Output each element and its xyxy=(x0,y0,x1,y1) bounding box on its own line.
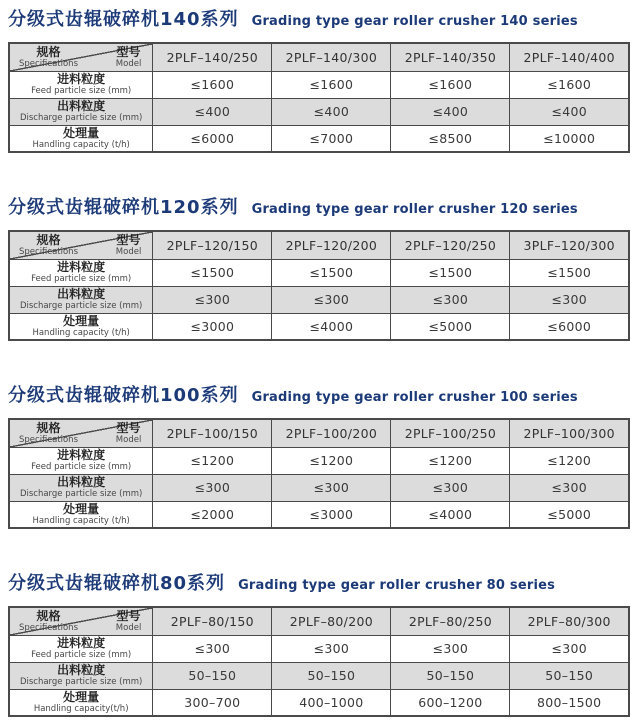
value-cell: ≤1500 xyxy=(391,259,510,286)
table-row-discharge xyxy=(9,474,629,501)
value-cell: 800–1500 xyxy=(510,689,629,716)
value-cell: ≤300 xyxy=(510,635,629,662)
row-label-cell xyxy=(9,501,153,528)
row-label-zh: 处理量 xyxy=(63,313,100,328)
spec-label-en: Specifications xyxy=(19,623,79,633)
table-row-feed xyxy=(9,635,629,662)
model-label-en: Model xyxy=(115,435,142,445)
table-row-handling xyxy=(9,501,629,528)
value-cell: 50–150 xyxy=(510,662,629,689)
value-cell: 50–150 xyxy=(153,662,272,689)
model-label xyxy=(116,46,142,69)
value-cell: ≤300 xyxy=(510,286,629,313)
row-label-zh: 进料粒度 xyxy=(57,72,106,86)
section-title-zh: 分级式齿辊破碎机140系列 xyxy=(8,9,239,30)
value-cell: 400–1000 xyxy=(272,689,391,716)
row-label-cell xyxy=(9,474,153,501)
row-label-zh: 处理量 xyxy=(63,125,100,140)
spec-label-zh: 规格 xyxy=(36,45,61,59)
value-cell: ≤3000 xyxy=(153,313,272,340)
spec-label xyxy=(19,422,78,445)
corner-header-cell xyxy=(9,43,153,71)
model-label-en: Model xyxy=(115,247,142,257)
spec-label xyxy=(19,234,78,257)
section-title-zh: 分级式齿辊破碎机80系列 xyxy=(8,573,226,594)
spec-label xyxy=(19,610,78,633)
series-section-120 xyxy=(8,193,630,341)
corner-header-cell xyxy=(9,231,153,259)
row-label-cell xyxy=(9,447,153,474)
spec-label-zh: 规格 xyxy=(36,609,61,623)
model-label-zh: 型号 xyxy=(116,45,141,59)
value-cell: ≤10000 xyxy=(510,125,629,152)
value-cell: ≤300 xyxy=(391,635,510,662)
spec-label-en: Specifications xyxy=(19,59,79,69)
row-label-en: Discharge particle size (mm) xyxy=(19,489,143,499)
row-label-zh: 进料粒度 xyxy=(57,636,106,650)
value-cell: ≤1200 xyxy=(510,447,629,474)
value-cell: ≤300 xyxy=(153,635,272,662)
value-cell: ≤8500 xyxy=(391,125,510,152)
value-cell: 600–1200 xyxy=(391,689,510,716)
value-cell: ≤1600 xyxy=(510,71,629,98)
value-cell: ≤300 xyxy=(153,286,272,313)
row-label-en: Handling capacity (t/h) xyxy=(32,327,130,338)
value-cell: ≤4000 xyxy=(272,313,391,340)
row-label-en: Handling capacity (t/h) xyxy=(32,139,130,150)
value-cell: ≤2000 xyxy=(153,501,272,528)
model-label-en: Model xyxy=(115,59,142,69)
spec-label xyxy=(19,46,78,69)
value-cell: ≤3000 xyxy=(272,501,391,528)
row-label-zh: 处理量 xyxy=(63,689,100,704)
value-cell: ≤1200 xyxy=(153,447,272,474)
row-label-cell xyxy=(9,313,153,340)
model-label xyxy=(116,610,142,633)
model-header: 2PLF–140/300 xyxy=(272,43,391,71)
row-label-cell xyxy=(9,125,153,152)
value-cell: ≤400 xyxy=(153,98,272,125)
corner-header-cell xyxy=(9,607,153,635)
table-row-handling xyxy=(9,689,629,716)
value-cell: ≤1200 xyxy=(272,447,391,474)
model-header: 2PLF–100/250 xyxy=(391,419,510,447)
table-row-discharge xyxy=(9,662,629,689)
model-label-zh: 型号 xyxy=(116,609,141,623)
table-row-feed xyxy=(9,71,629,98)
model-header: 2PLF–100/200 xyxy=(272,419,391,447)
row-label-en: Feed particle size (mm) xyxy=(31,462,132,472)
model-label xyxy=(116,422,142,445)
section-title-en: Grading type gear roller crusher 120 series xyxy=(251,202,578,217)
section-title xyxy=(8,381,630,407)
value-cell: ≤300 xyxy=(510,474,629,501)
row-label-en: Discharge particle size (mm) xyxy=(19,113,143,123)
model-header: 2PLF–80/200 xyxy=(272,607,391,635)
value-cell: ≤5000 xyxy=(391,313,510,340)
section-title xyxy=(8,5,630,31)
value-cell: ≤300 xyxy=(272,474,391,501)
table-row-handling xyxy=(9,125,629,152)
model-label-en: Model xyxy=(115,623,142,633)
row-label-en: Feed particle size (mm) xyxy=(31,274,132,284)
model-header: 2PLF–100/300 xyxy=(510,419,629,447)
section-title-zh: 分级式齿辊破碎机120系列 xyxy=(8,197,239,218)
table-header-row xyxy=(9,231,629,259)
value-cell: ≤300 xyxy=(391,286,510,313)
value-cell: ≤300 xyxy=(153,474,272,501)
section-title xyxy=(8,193,630,219)
value-cell: ≤1600 xyxy=(391,71,510,98)
spec-table-140 xyxy=(8,42,630,153)
section-title-en: Grading type gear roller crusher 80 series xyxy=(238,578,556,593)
spec-label-en: Specifications xyxy=(19,247,79,257)
value-cell: ≤1500 xyxy=(272,259,391,286)
series-section-100 xyxy=(8,381,630,529)
row-label-en: Handling capacity (t/h) xyxy=(32,515,130,526)
row-label-cell xyxy=(9,286,153,313)
model-header: 2PLF–140/250 xyxy=(153,43,272,71)
model-header: 2PLF–80/300 xyxy=(510,607,629,635)
spec-table-100 xyxy=(8,418,630,529)
spec-label-zh: 规格 xyxy=(36,421,61,435)
value-cell: ≤400 xyxy=(272,98,391,125)
row-label-en: Handling capacity(t/h) xyxy=(33,703,129,714)
model-header: 2PLF–140/400 xyxy=(510,43,629,71)
spec-label-en: Specifications xyxy=(19,435,79,445)
value-cell: ≤5000 xyxy=(510,501,629,528)
table-row-discharge xyxy=(9,98,629,125)
section-title-zh: 分级式齿辊破碎机100系列 xyxy=(8,385,239,406)
value-cell: ≤300 xyxy=(272,286,391,313)
value-cell: 50–150 xyxy=(391,662,510,689)
row-label-zh: 进料粒度 xyxy=(57,448,106,462)
section-title-en: Grading type gear roller crusher 140 series xyxy=(251,14,578,29)
row-label-zh: 出料粒度 xyxy=(57,287,106,301)
row-label-cell xyxy=(9,259,153,286)
value-cell: ≤4000 xyxy=(391,501,510,528)
value-cell: 50–150 xyxy=(272,662,391,689)
spec-table-120 xyxy=(8,230,630,341)
model-header: 2PLF–120/200 xyxy=(272,231,391,259)
row-label-en: Discharge particle size (mm) xyxy=(19,677,143,687)
table-row-feed xyxy=(9,447,629,474)
value-cell: ≤1600 xyxy=(272,71,391,98)
row-label-zh: 出料粒度 xyxy=(57,475,106,489)
spec-label-zh: 规格 xyxy=(36,233,61,247)
model-header: 2PLF–80/250 xyxy=(391,607,510,635)
model-header: 2PLF–80/150 xyxy=(153,607,272,635)
model-header: 2PLF–120/150 xyxy=(153,231,272,259)
value-cell: ≤1500 xyxy=(153,259,272,286)
table-row-handling xyxy=(9,313,629,340)
series-section-140 xyxy=(8,5,630,153)
value-cell: ≤300 xyxy=(391,474,510,501)
value-cell: ≤6000 xyxy=(510,313,629,340)
table-header-row xyxy=(9,419,629,447)
value-cell: ≤1600 xyxy=(153,71,272,98)
value-cell: ≤300 xyxy=(272,635,391,662)
row-label-zh: 出料粒度 xyxy=(57,99,106,113)
section-title-en: Grading type gear roller crusher 100 series xyxy=(251,390,578,405)
table-row-discharge xyxy=(9,286,629,313)
corner-header-cell xyxy=(9,419,153,447)
model-label-zh: 型号 xyxy=(116,233,141,247)
table-header-row xyxy=(9,607,629,635)
value-cell: 300–700 xyxy=(153,689,272,716)
table-row-feed xyxy=(9,259,629,286)
value-cell: ≤7000 xyxy=(272,125,391,152)
value-cell: ≤1500 xyxy=(510,259,629,286)
spec-table-80 xyxy=(8,606,630,717)
model-label xyxy=(116,234,142,257)
series-section-80 xyxy=(8,569,630,717)
row-label-en: Discharge particle size (mm) xyxy=(19,301,143,311)
value-cell: ≤6000 xyxy=(153,125,272,152)
row-label-cell xyxy=(9,662,153,689)
row-label-cell xyxy=(9,635,153,662)
row-label-cell xyxy=(9,98,153,125)
row-label-cell xyxy=(9,71,153,98)
row-label-zh: 进料粒度 xyxy=(57,260,106,274)
model-header: 2PLF–100/150 xyxy=(153,419,272,447)
row-label-cell xyxy=(9,689,153,716)
section-title xyxy=(8,569,630,595)
model-header: 2PLF–140/350 xyxy=(391,43,510,71)
value-cell: ≤400 xyxy=(391,98,510,125)
table-header-row xyxy=(9,43,629,71)
model-header: 3PLF–120/300 xyxy=(510,231,629,259)
row-label-en: Feed particle size (mm) xyxy=(31,650,132,660)
row-label-zh: 出料粒度 xyxy=(57,663,106,677)
model-header: 2PLF–120/250 xyxy=(391,231,510,259)
value-cell: ≤1200 xyxy=(391,447,510,474)
row-label-en: Feed particle size (mm) xyxy=(31,86,132,96)
model-label-zh: 型号 xyxy=(116,421,141,435)
row-label-zh: 处理量 xyxy=(63,501,100,516)
value-cell: ≤400 xyxy=(510,98,629,125)
